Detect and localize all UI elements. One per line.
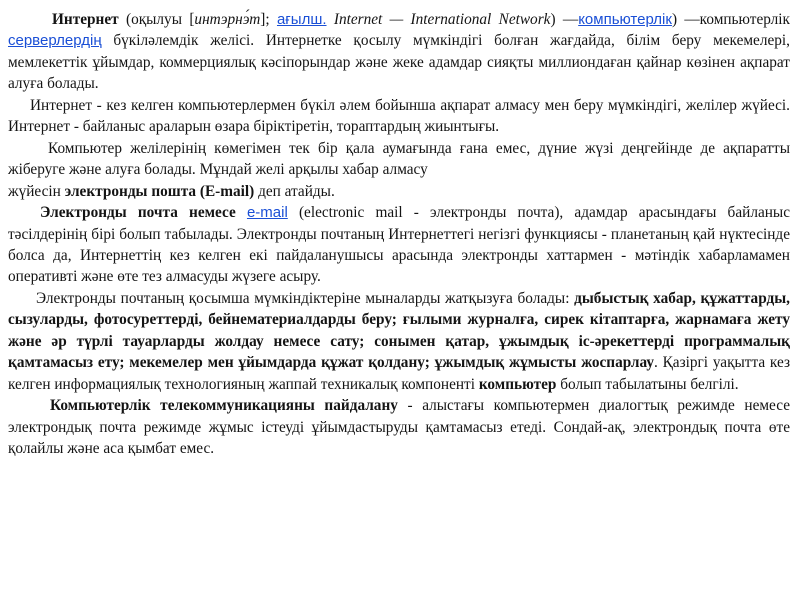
text-span: (оқылуы [ <box>118 11 195 28</box>
etymology: Internet — International Network <box>326 11 551 28</box>
term-internet: Интернет <box>52 11 119 28</box>
text-span: бүкіләлемдік желісі. Интернетке қосылу мүмкіндігі болған жағдайда, білім беру мекемелері, мемлекеттік ұйымдар, коммерциялық кәсіпорындар және жеке адамдар сияқты миллиондаған қайнар көзінен ақпарат алуға болады. <box>8 32 790 93</box>
paragraph-telecom <box>8 395 790 459</box>
text-span: жүйесін <box>8 182 65 200</box>
link-agylsh[interactable]: ағылш. <box>276 11 327 28</box>
paragraph-email-definition <box>8 202 790 288</box>
text-span: Компьютер желілерінің көмегімен тек бір қала аумағында ғана емес, дүние жүзі деңгейінде де ақпаратты жіберуге және алуға болады. Мұндай желі арқылы хабар алмасу <box>8 139 790 179</box>
text-span: болып табылатыны белгілі. <box>556 375 739 393</box>
link-komputerlik[interactable]: компьютерлік <box>578 11 672 28</box>
link-serverlerdin[interactable]: серверлердің <box>8 32 102 50</box>
text-span: ]; <box>260 11 277 28</box>
term-email: электронды пошта (E-mail) <box>64 182 255 200</box>
text-span: - алыстағы компьютермен диалогтық режимде немесе электрондық почта режимде жұмыс істеуді ұйымдастыруды қамтамасыз етеді. Сондай-ақ, электрондық почта өте қолайлы және аса қымбат емес. <box>8 397 790 458</box>
pronunciation: интэрнэ́т <box>194 11 261 28</box>
paragraph-internet-system: Интернет - кез келген компьютерлермен бүкіл әлем бойынша ақпарат алмасу мен беру мүмкіндігі, желілер жүйесі. Интернет - байланыс араларын өзара біріктіретін, тораптардың жиынтығы. <box>8 96 790 136</box>
text-span: (electronic mail - электронды почта), адамдар арасындағы байланыс тәсілдерінің бірі болып табылады. Электронды почтаның Интернеттегі негізгі функциясы - планетаның қай нүктесінде болса да, Интернеттің кез келген екі пайдаланушысы арасында электронды хаттармен - мәтіндік хабарламамен оперативті және өте тез алмасуды жүзеге асыру. <box>8 204 790 286</box>
text-span: ) — <box>550 11 579 28</box>
text-span: Электронды почтаның қосымша мүмкіндіктеріне мыналарды жатқызуға болады: <box>36 289 575 307</box>
link-email[interactable]: e-mail <box>246 204 288 222</box>
text-span: . Қазіргі уақытта кез келген информациялық технологияның жаппай техникалық компоненті <box>8 354 790 393</box>
document-body <box>8 9 790 460</box>
text-span: деп атайды. <box>254 182 335 200</box>
term-computer: компьютер <box>478 375 557 393</box>
paragraph-internet-definition <box>8 9 790 95</box>
term-email-lead: Электронды почта немесе <box>40 204 247 222</box>
paragraph-networks <box>8 138 790 202</box>
features-list: дыбыстық хабар, құжаттарды, сызуларды, фотосуреттерді, бейнематериалдарды беру; ғылыми журналға, сирек кітаптарға, жарнамаға жету және әр түрлі тауарларды жолдау немесе сату; сонымен қатар, ұжымдық іс-әрекеттерді программалық қамтамасыз ету; мекемелер мен ұйымдарда құжат қолдану; ұжымдық жұмысты жоспарлау <box>8 289 791 372</box>
text-span: ) —компьютерлік <box>671 11 790 28</box>
term-telecom: Компьютерлік телекоммуникацияны пайдалану <box>50 397 398 415</box>
paragraph-email-features <box>8 288 790 395</box>
